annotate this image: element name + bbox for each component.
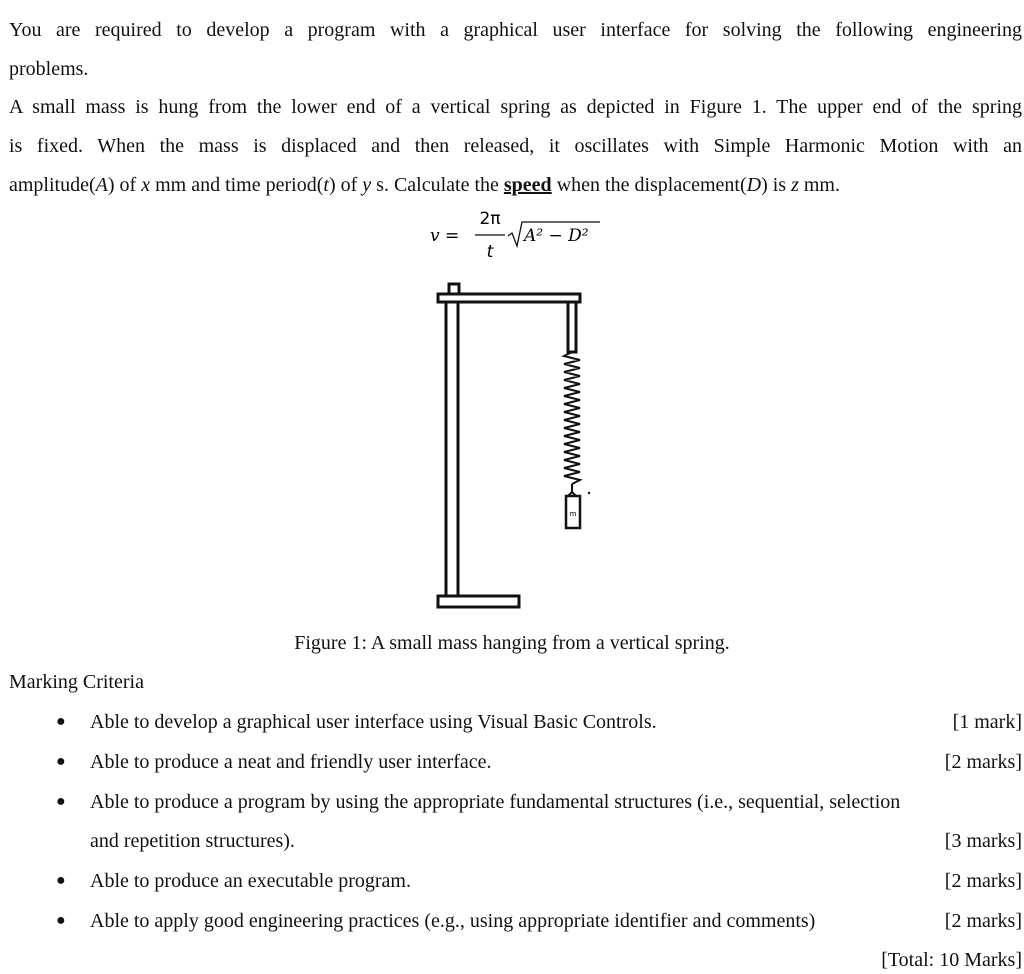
speed-keyword: speed: [503, 174, 552, 196]
criteria-text: and repetition structures).: [90, 830, 295, 852]
support-stand: [438, 284, 580, 607]
marker-dot: [588, 492, 590, 494]
figure-caption: Figure 1: A small mass hanging from a vertical spring.: [294, 632, 730, 654]
marking-criteria-heading: Marking Criteria: [9, 671, 144, 693]
criteria-text: Able to produce a neat and friendly user interface.: [90, 751, 492, 773]
top-arm: [438, 294, 580, 302]
bullet-icon: ●: [56, 872, 66, 889]
problem-line-3: amplitude(A) of x mm and time period(t) of y s. Calculate the speed when the displacement(D) is z mm.: [9, 174, 840, 196]
formula-radicand: A² − D²: [524, 226, 589, 246]
formula-numerator: 2π: [479, 209, 501, 229]
problem-line-1: A small mass is hung from the lower end of a vertical spring as depicted in Figure 1. The upper end of the spring: [9, 96, 1022, 118]
total-marks: [Total: 10 Marks]: [881, 949, 1022, 971]
criteria-text: Able to apply good engineering practices (e.g., using appropriate identifier and comments): [90, 910, 816, 932]
stand-pole: [446, 302, 458, 596]
problem-line-2: is fixed. When the mass is displaced and then released, it oscillates with Simple Harmonic Motion with an: [9, 135, 1022, 157]
spring-mass-figure: [430, 280, 600, 620]
mass-label: m: [569, 510, 577, 518]
speed-formula: [430, 208, 630, 268]
bullet-icon: ●: [56, 753, 66, 770]
spring-hanger: [568, 302, 576, 352]
bullet-icon: ●: [56, 713, 66, 730]
criteria-text: Able to produce a program by using the appropriate fundamental structures (i.e., sequential, selection: [90, 791, 901, 813]
stand-base: [438, 596, 519, 607]
criteria-marks: [2 marks]: [944, 751, 1022, 773]
formula-denominator: t: [486, 242, 494, 262]
intro-line-1: You are required to develop a program with a graphical user interface for solving the following engineering: [9, 19, 1022, 41]
bullet-icon: ●: [56, 912, 66, 929]
criteria-text: Able to develop a graphical user interface using Visual Basic Controls.: [90, 711, 657, 733]
criteria-marks: [3 marks]: [944, 830, 1022, 852]
criteria-marks: [2 marks]: [944, 910, 1022, 932]
criteria-marks: [1 mark]: [952, 711, 1022, 733]
bullet-icon: ●: [56, 793, 66, 810]
mass-hook: [568, 484, 576, 496]
criteria-text: Able to produce an executable program.: [90, 870, 411, 892]
formula-lhs: v =: [430, 226, 460, 246]
spring-coil: [564, 352, 580, 484]
criteria-marks: [2 marks]: [944, 870, 1022, 892]
intro-line-2: problems.: [9, 58, 89, 80]
